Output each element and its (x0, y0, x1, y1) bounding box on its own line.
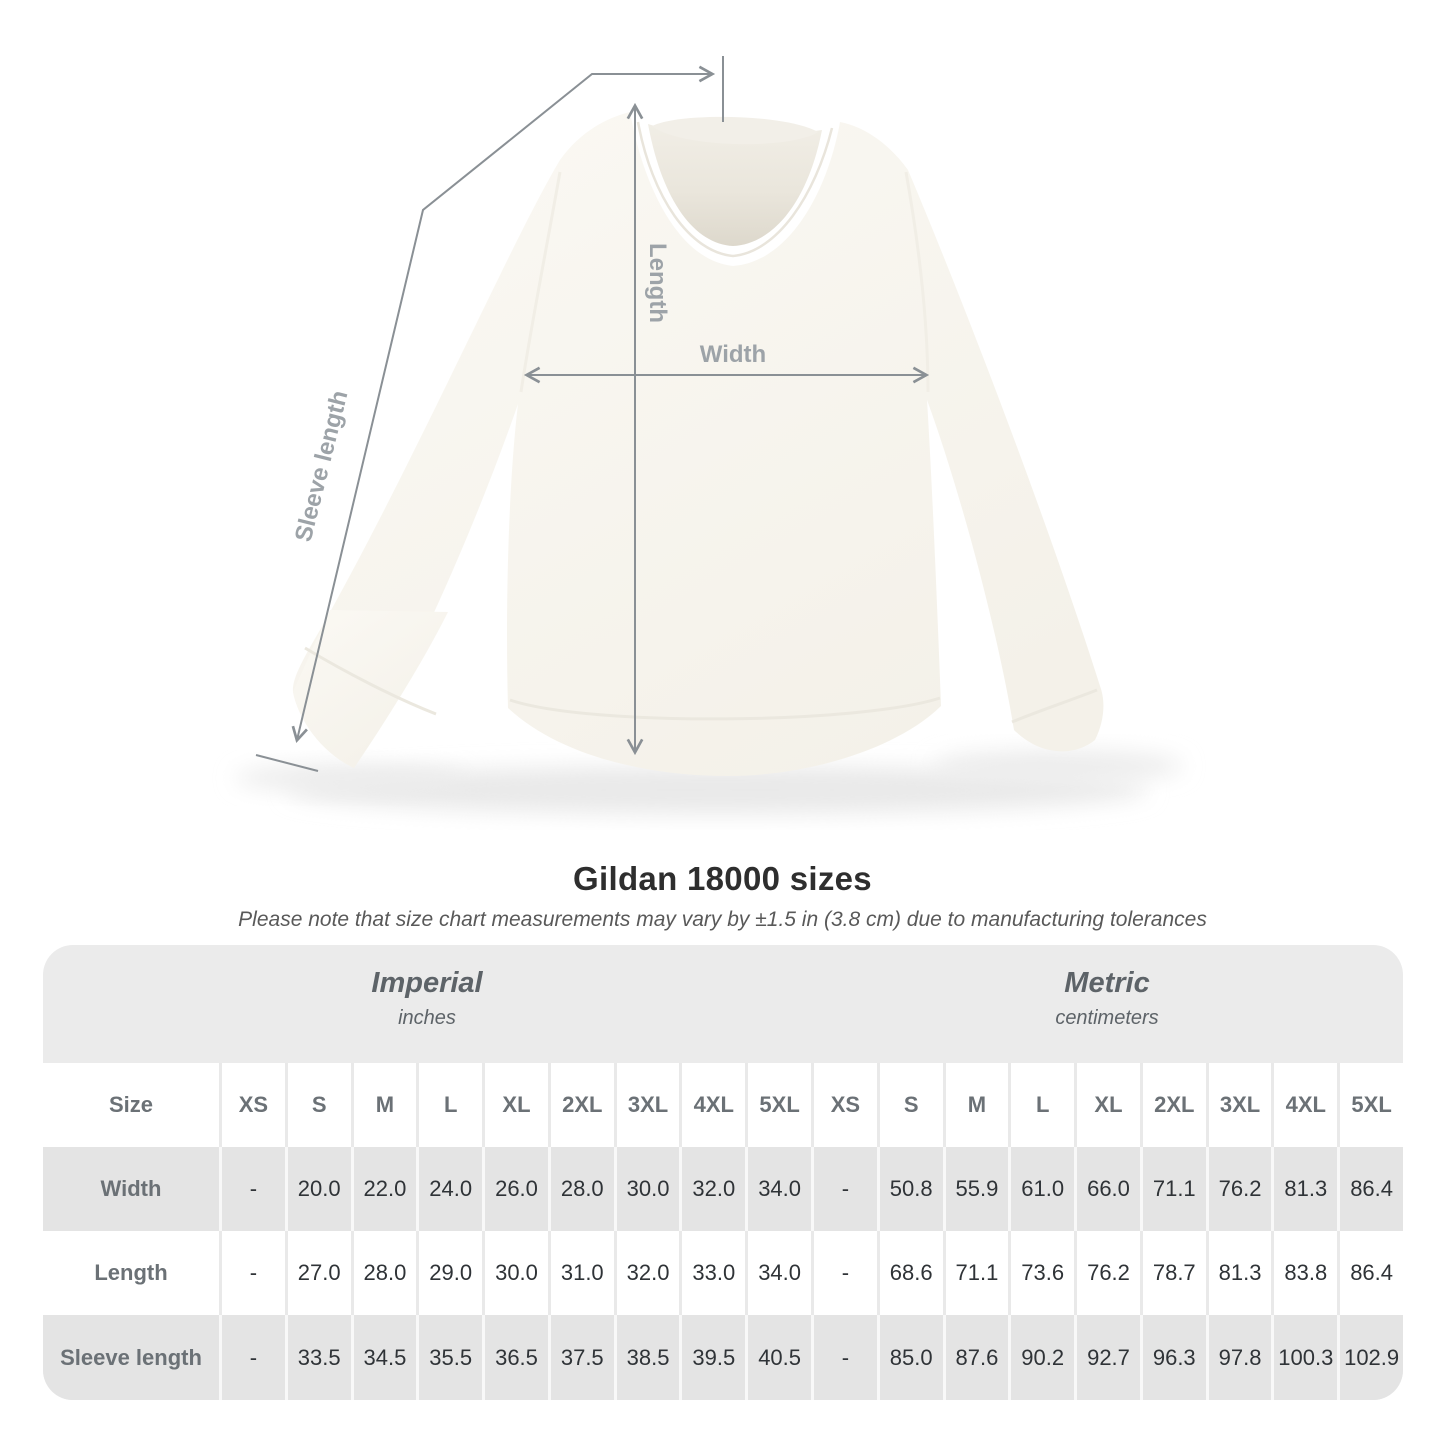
col-header-met-xl: XL (1074, 1063, 1140, 1147)
sleeve-imp-2xl: 37.5 (548, 1315, 614, 1400)
size-table (43, 1063, 1403, 1400)
imperial-unit-name: Imperial (371, 967, 483, 999)
length-met-3xl: 81.3 (1206, 1231, 1272, 1315)
sleeve-imp-m: 34.5 (351, 1315, 417, 1400)
sleeve-row-label: Sleeve length (43, 1315, 219, 1400)
col-header-imp-xs: XS (219, 1063, 285, 1147)
sleeve-imp-s: 33.5 (285, 1315, 351, 1400)
width-imp-4xl: 32.0 (679, 1147, 745, 1231)
col-header-imp-l: L (416, 1063, 482, 1147)
width-row (43, 1147, 1403, 1231)
col-header-imp-xl: XL (482, 1063, 548, 1147)
length-met-xs: - (811, 1231, 877, 1315)
sleeve-met-s: 85.0 (877, 1315, 943, 1400)
metric-unit-header (811, 945, 1403, 1063)
tolerance-note: Please note that size chart measurements may vary by ±1.5 in (3.8 cm) due to manufacturing tolerances (238, 908, 1207, 931)
sleeve-met-2xl: 96.3 (1140, 1315, 1206, 1400)
col-header-imp-s: S (285, 1063, 351, 1147)
width-row-label: Width (43, 1147, 219, 1231)
left-cuff (293, 610, 448, 768)
sleeve-length-label: Sleeve length (289, 387, 354, 545)
col-header-met-xs: XS (811, 1063, 877, 1147)
col-header-met-l: L (1008, 1063, 1074, 1147)
width-imp-s: 20.0 (285, 1147, 351, 1231)
length-met-l: 73.6 (1008, 1231, 1074, 1315)
width-imp-3xl: 30.0 (614, 1147, 680, 1231)
sleeve-imp-l: 35.5 (416, 1315, 482, 1400)
length-imp-4xl: 33.0 (679, 1231, 745, 1315)
length-met-4xl: 83.8 (1271, 1231, 1337, 1315)
sleeve-met-xl: 92.7 (1074, 1315, 1140, 1400)
length-imp-xl: 30.0 (482, 1231, 548, 1315)
width-met-2xl: 71.1 (1140, 1147, 1206, 1231)
sleeve-met-l: 90.2 (1008, 1315, 1074, 1400)
sleeve-met-4xl: 100.3 (1271, 1315, 1337, 1400)
width-met-s: 50.8 (877, 1147, 943, 1231)
length-row-label: Length (43, 1231, 219, 1315)
size-chart-card (43, 945, 1403, 1400)
col-header-met-2xl: 2XL (1140, 1063, 1206, 1147)
garment-illustration (293, 112, 1104, 776)
width-imp-xs: - (219, 1147, 285, 1231)
col-header-imp-2xl: 2XL (548, 1063, 614, 1147)
length-label: Length (644, 243, 671, 323)
length-imp-3xl: 32.0 (614, 1231, 680, 1315)
col-header-imp-4xl: 4XL (679, 1063, 745, 1147)
width-imp-xl: 26.0 (482, 1147, 548, 1231)
col-header-met-m: M (943, 1063, 1009, 1147)
sleeve-met-3xl: 97.8 (1206, 1315, 1272, 1400)
table-header-row (43, 1063, 1403, 1147)
length-met-m: 71.1 (943, 1231, 1009, 1315)
length-met-xl: 76.2 (1074, 1231, 1140, 1315)
sleeve-imp-5xl: 40.5 (745, 1315, 811, 1400)
width-label: Width (699, 341, 767, 368)
units-header (43, 945, 1403, 1063)
size-column-header: Size (43, 1063, 219, 1147)
sleeve-met-5xl: 102.9 (1337, 1315, 1403, 1400)
sleeve-imp-3xl: 38.5 (614, 1315, 680, 1400)
col-header-imp-5xl: 5XL (745, 1063, 811, 1147)
col-header-met-s: S (877, 1063, 943, 1147)
col-header-met-4xl: 4XL (1271, 1063, 1337, 1147)
imperial-unit-sub: inches (398, 1007, 456, 1029)
col-header-met-5xl: 5XL (1337, 1063, 1403, 1147)
width-met-5xl: 86.4 (1337, 1147, 1403, 1231)
width-imp-5xl: 34.0 (745, 1147, 811, 1231)
length-imp-m: 28.0 (351, 1231, 417, 1315)
sleeve-imp-xs: - (219, 1315, 285, 1400)
sleeve-met-xs: - (811, 1315, 877, 1400)
length-met-5xl: 86.4 (1337, 1231, 1403, 1315)
width-met-l: 61.0 (1008, 1147, 1074, 1231)
length-imp-xs: - (219, 1231, 285, 1315)
imperial-unit-header (43, 945, 811, 1063)
width-met-4xl: 81.3 (1271, 1147, 1337, 1231)
width-met-m: 55.9 (943, 1147, 1009, 1231)
col-header-imp-3xl: 3XL (614, 1063, 680, 1147)
metric-unit-name: Metric (1064, 967, 1150, 999)
width-met-xs: - (811, 1147, 877, 1231)
page-title: Gildan 18000 sizes (573, 860, 872, 897)
length-row (43, 1231, 1403, 1315)
metric-unit-sub: centimeters (1055, 1007, 1159, 1029)
width-imp-2xl: 28.0 (548, 1147, 614, 1231)
col-header-met-3xl: 3XL (1206, 1063, 1272, 1147)
sleeve-imp-xl: 36.5 (482, 1315, 548, 1400)
length-imp-l: 29.0 (416, 1231, 482, 1315)
length-imp-2xl: 31.0 (548, 1231, 614, 1315)
length-imp-s: 27.0 (285, 1231, 351, 1315)
sleeve-imp-4xl: 39.5 (679, 1315, 745, 1400)
width-met-3xl: 76.2 (1206, 1147, 1272, 1231)
sleeve-met-m: 87.6 (943, 1315, 1009, 1400)
width-imp-l: 24.0 (416, 1147, 482, 1231)
width-imp-m: 22.0 (351, 1147, 417, 1231)
col-header-imp-m: M (351, 1063, 417, 1147)
length-met-2xl: 78.7 (1140, 1231, 1206, 1315)
sleeve-length-row (43, 1315, 1403, 1400)
width-met-xl: 66.0 (1074, 1147, 1140, 1231)
length-imp-5xl: 34.0 (745, 1231, 811, 1315)
length-met-s: 68.6 (877, 1231, 943, 1315)
